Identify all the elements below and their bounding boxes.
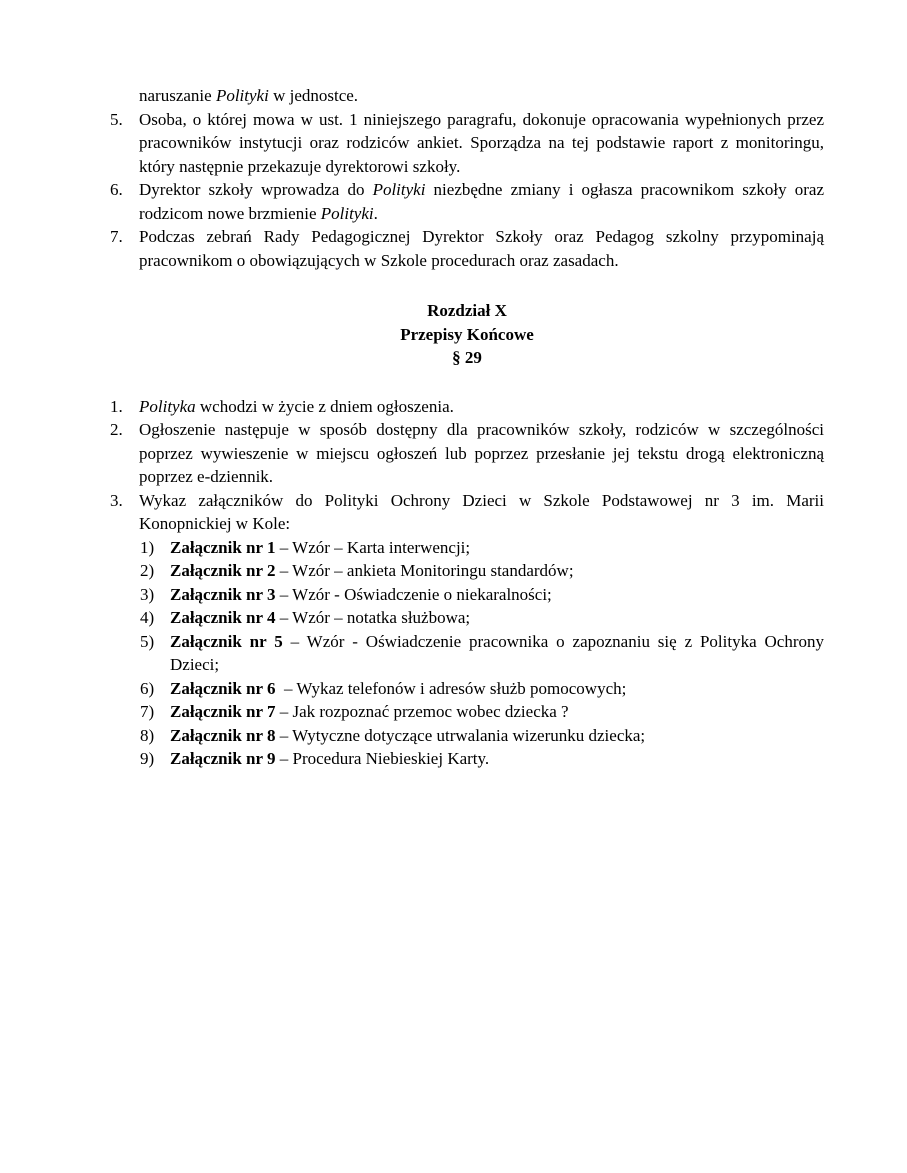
attachment-label: Załącznik nr 6: [170, 678, 276, 698]
attachment-item: [110, 724, 824, 748]
item-text: Podczas zebrań Rady Pedagogicznej Dyrektor Szkoły oraz Pedagog szkolny przypominają pracownikom o obowiązujących w Szkole procedurach oraz zasadach.: [139, 227, 824, 270]
item-text: Ogłoszenie następuje w sposób dostępny dla pracowników szkoły, rodziców w szczególności poprzez wywieszenie w miejscu ogłoszeń lub poprzez przesłanie jej tekstu drogą elektroniczną poprzez e-dziennik.: [139, 420, 824, 486]
item-number: 3.: [110, 490, 123, 510]
italic-term: Polityki: [215, 86, 269, 105]
item-number: 6.: [110, 180, 123, 199]
attachment-text: – Procedura Niebieskiej Karty.: [275, 749, 490, 768]
chapter-title: Przepisy Końcowe: [400, 324, 534, 344]
attachment-label: Załącznik nr 4: [170, 608, 276, 627]
attachment-text: – Wzór - Oświadczenie pracownika o zapoznaniu się z Polityka Ochrony Dzieci;: [170, 631, 824, 674]
attachment-label: Załącznik nr 2: [170, 561, 276, 580]
paragraph-number: § 29: [452, 348, 482, 367]
attachment-label: Załącznik nr 8: [170, 725, 276, 745]
list-item: [110, 418, 824, 489]
item-number: 5.: [110, 109, 123, 129]
attachment-number: 5): [140, 631, 155, 651]
chapter-number: Rozdział X: [427, 301, 507, 320]
document-page: [110, 84, 824, 771]
list-item: [110, 489, 824, 536]
attachment-number: 6): [140, 678, 155, 698]
attachments-list: [110, 536, 824, 771]
attachment-label: Załącznik nr 7: [170, 702, 276, 721]
attachment-text: – Wzór – ankieta Monitoringu standardów;: [275, 561, 574, 580]
item-number: 2.: [110, 420, 123, 439]
attachment-number: 1): [140, 537, 155, 557]
attachment-item: [110, 747, 824, 771]
attachment-item: [110, 606, 824, 630]
chapter-heading: [110, 299, 824, 370]
attachment-text: – Wzór – Karta interwencji;: [275, 537, 471, 557]
italic-term: Polityki: [372, 180, 426, 199]
attachment-label: Załącznik nr 3: [170, 584, 276, 604]
list-item: 1. Polityka wchodzi w życie z dniem ogłoszenia.: [110, 395, 824, 419]
attachment-text: – Jak rozpoznać przemoc wobec dziecka ?: [275, 702, 569, 721]
attachment-number: 9): [140, 749, 155, 768]
attachment-label: Załącznik nr 5: [170, 631, 283, 651]
attachment-item: [110, 677, 824, 701]
item-number: 1.: [110, 396, 123, 416]
attachment-label: Załącznik nr 9: [170, 749, 276, 768]
list-item: [110, 225, 824, 272]
attachment-text: – Wytyczne dotyczące utrwalania wizerunku dziecka;: [275, 725, 646, 745]
attachment-text: – Wykaz telefonów i adresów służb pomocowych;: [275, 678, 627, 698]
continuation-line: naruszanie Polityki w jednostce.: [139, 86, 359, 105]
item-text: Osoba, o której mowa w ust. 1 niniejszego paragrafu, dokonuje opracowania wypełnionych przez pracowników instytucji oraz rodziców ankiet. Sporządza na tej podstawie raport z monitoringu, który następnie przekazuje dyrektorowi szkoły.: [139, 109, 824, 176]
attachment-number: 4): [140, 608, 155, 627]
attachment-number: 8): [140, 725, 155, 745]
attachment-number: 7): [140, 702, 155, 721]
item-number: 7.: [110, 227, 123, 246]
attachment-item: [110, 559, 824, 583]
attachment-item: [110, 630, 824, 677]
attachment-item: [110, 700, 824, 724]
attachment-item: [110, 536, 824, 560]
attachment-text: – Wzór – notatka służbowa;: [275, 608, 471, 627]
list-item: 6. Dyrektor szkoły wprowadza do Polityki niezbędne zmiany i ogłasza pracownikom szkoły oraz rodzicom nowe brzmienie Polityki.: [110, 180, 824, 223]
list-item: [110, 108, 824, 179]
attachment-text: – Wzór - Oświadczenie o niekaralności;: [275, 584, 552, 604]
italic-term: Polityki: [320, 203, 374, 223]
attachment-number: 3): [140, 584, 155, 604]
attachment-label: Załącznik nr 1: [170, 537, 276, 557]
attachment-item: [110, 583, 824, 607]
italic-term: Polityka: [139, 396, 196, 416]
item-text: Wykaz załączników do Polityki Ochrony Dzieci w Szkole Podstawowej nr 3 im. Marii Konopnickiej w Kole:: [139, 490, 824, 533]
attachment-number: 2): [140, 561, 155, 580]
